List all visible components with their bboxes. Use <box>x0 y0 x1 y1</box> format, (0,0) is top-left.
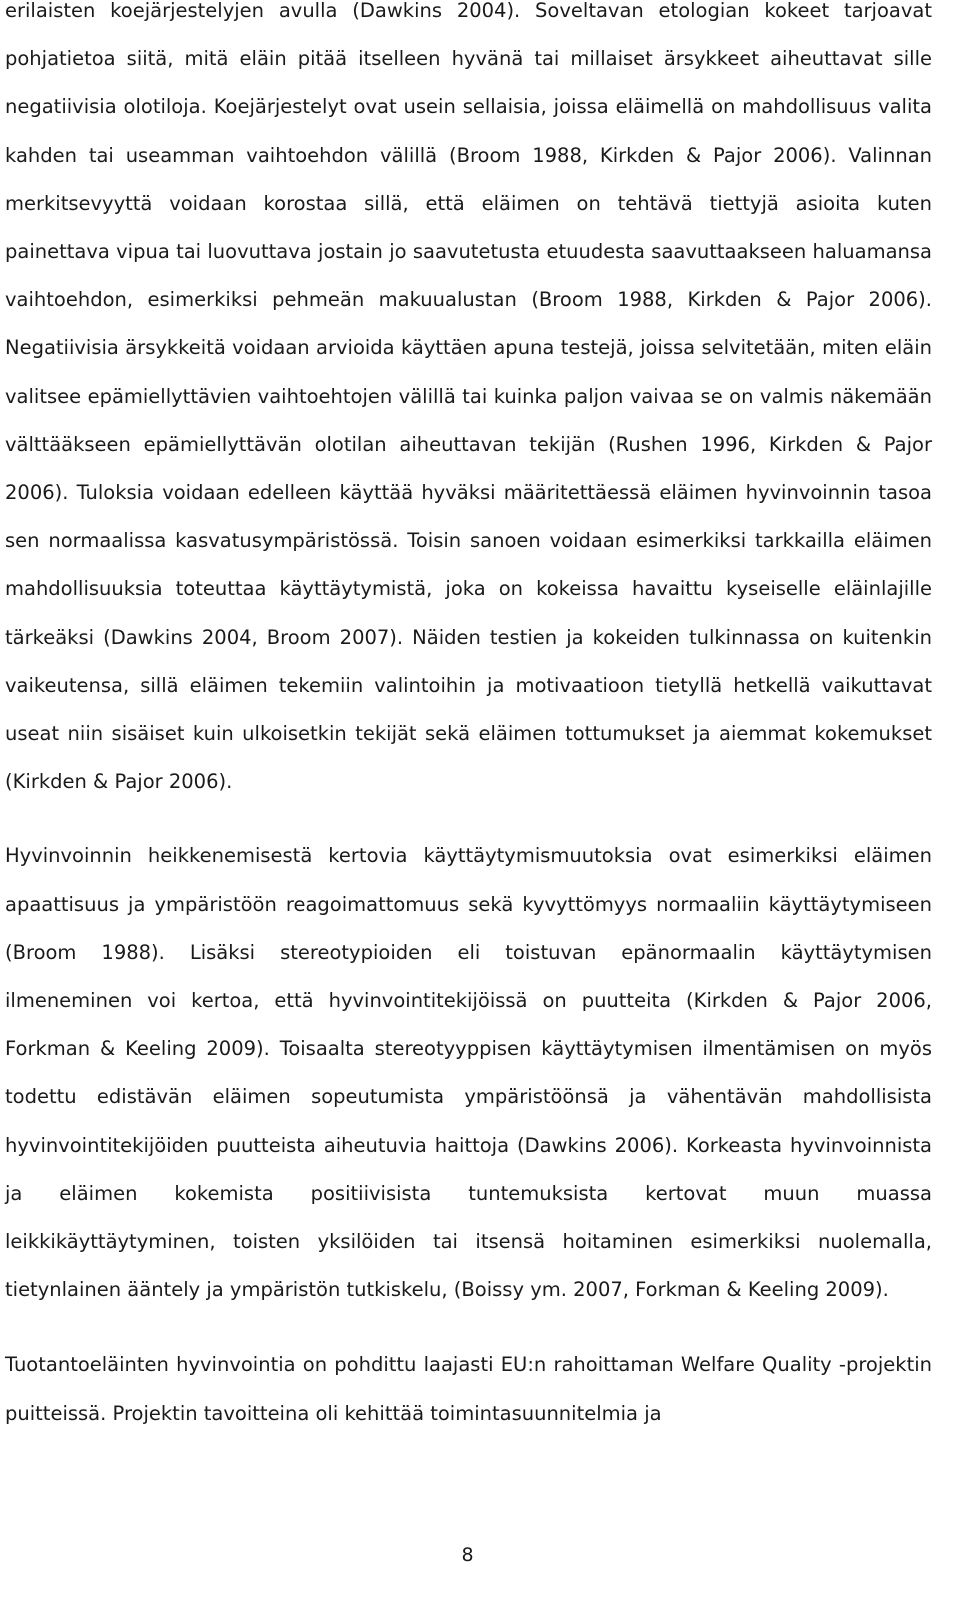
page-number: 8 <box>461 1544 474 1566</box>
body-paragraph-2: Hyvinvoinnin heikkenemisestä kertovia käyttäytymismuutoksia ovat esimerkiksi eläimen apaattisuus ja ympäristöön reagoimattomuus sekä kyvyttömyys normaaliin käyttäytymiseen (Broom 1988). Lisäksi stereotypioiden eli toistuvan epänormaalin käyttäytymisen ilmeneminen voi kertoa, että hyvinvointitekijöissä on puutteita (Kirkden & Pajor 2006, Forkman & Keeling 2009). Toisaalta stereotyyppisen käyttäytymisen ilmentämisen on myös todettu edistävän eläimen sopeutumista ympäristöönsä ja vähentävän mahdollisista hyvinvointitekijöiden puutteista aiheutuvia haittoja (Dawkins 2006). Korkeasta hyvinvoinnista ja eläimen kokemista positiivisista tuntemuksista kertovat muun muassa leikkikäyttäytyminen, toisten yksilöiden tai itsensä hoitaminen esimerkiksi nuolemalla, tietynlainen ääntely ja ympäristön tutkiskelu, (Boissy ym. 2007, Forkman & Keeling 2009). <box>5 844 932 1302</box>
body-paragraph-3: Tuotantoeläinten hyvinvointia on pohdittu laajasti EU:n rahoittaman Welfare Quality -projektin puitteissä. Projektin tavoitteina oli kehittää toimintasuunnitelmia ja <box>5 1353 932 1425</box>
body-paragraph-1: erilaisten koejärjestelyjen avulla (Dawkins 2004). Soveltavan etologian kokeet tarjoavat pohjatietoa siitä, mitä eläin pitää itselleen hyvänä tai millaiset ärsykkeet aiheuttavat sille negatiivisia olotiloja. Koejärjestelyt ovat usein sellaisia, joissa eläimellä on mahdollisuus valita kahden tai useamman vaihtoehdon välillä (Broom 1988, Kirkden & Pajor 2006). Valinnan merkitsevyyttä voidaan korostaa sillä, että eläimen on tehtävä tiettyjä asioita kuten painettava vipua tai luovuttava jostain jo saavutetusta etuudesta saavuttaakseen haluamansa vaihtoehdon, esimerkiksi pehmeän makuualustan (Broom 1988, Kirkden & Pajor 2006). Negatiivisia ärsykkeitä voidaan arvioida käyttäen apuna testejä, joissa selvitetään, miten eläin valitsee epämiellyttävien vaihtoehtojen välillä tai kuinka paljon vaivaa se on valmis näkemään välttääkseen epämiellyttävän olotilan aiheuttavan tekijän (Rushen 1996, Kirkden & Pajor 2006). Tuloksia voidaan edelleen käyttää hyväksi määritettäessä eläimen hyvinvoinnin tasoa sen normaalissa kasvatusympäristössä. Toisin sanoen voidaan esimerkiksi tarkkailla eläimen mahdollisuuksia toteuttaa käyttäytymistä, joka on kokeissa havaittu kyseiselle eläinlajille tärkeäksi (Dawkins 2004, Broom 2007). Näiden testien ja kokeiden tulkinnassa on kuitenkin vaikeutensa, sillä eläimen tekemiin valintoihin ja motivaatioon tietyllä hetkellä vaikuttavat useat niin sisäiset kuin ulkoisetkin tekijät sekä eläimen tottumukset ja aiemmat kokemukset (Kirkden & Pajor 2006). <box>5 0 932 794</box>
